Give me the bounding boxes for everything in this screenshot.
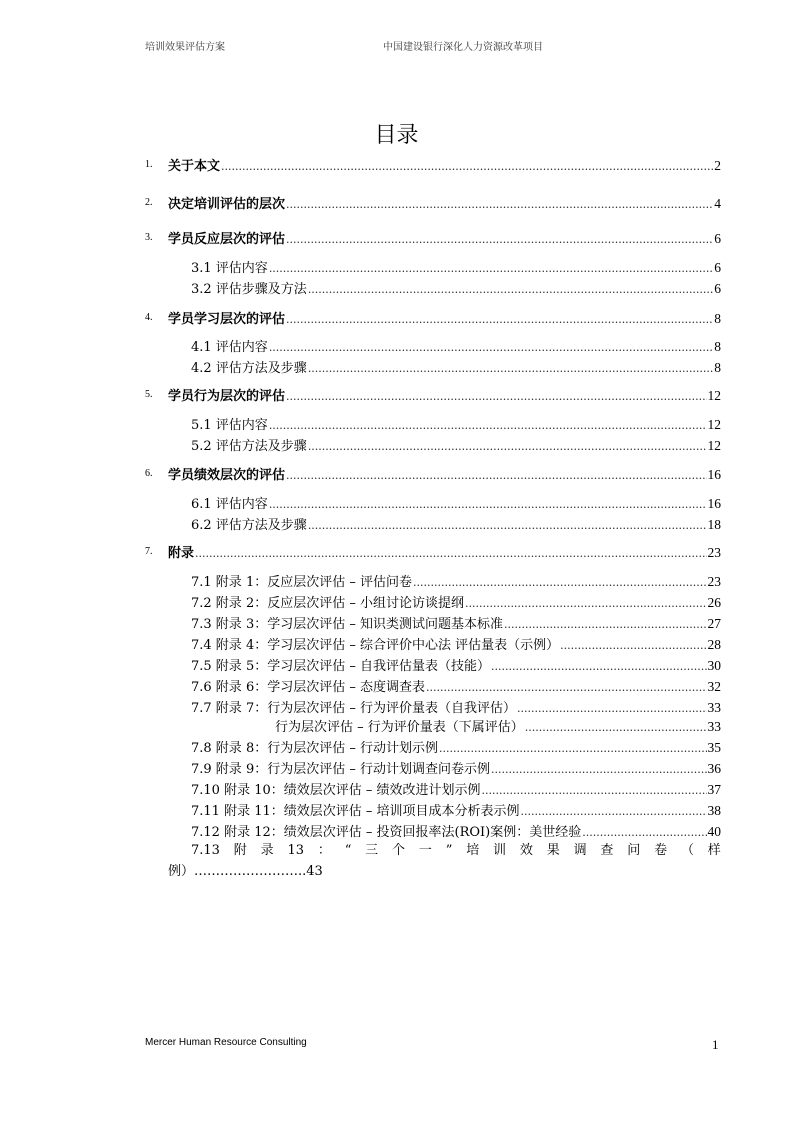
toc-subsection-label: 7.10 附录 10：绩效层次评估 – 绩效改进计划示例 [191, 783, 481, 798]
toc-subsection-entry[interactable] [191, 259, 721, 277]
toc-wrapped-token: 调 [573, 843, 587, 858]
toc-wrapped-token: 效 [519, 843, 533, 858]
toc-subsection-entry[interactable] [191, 802, 721, 820]
toc-leader [286, 311, 713, 329]
toc-section-label: 附录 [168, 546, 195, 561]
toc-page-number: 30 [707, 658, 721, 673]
toc-leader [439, 740, 707, 758]
toc-section-number: 7. [145, 546, 153, 557]
toc-entry-7-13-line1[interactable] [191, 842, 721, 860]
toc-page-number: 36 [707, 761, 721, 776]
toc-leader [560, 637, 706, 655]
toc-subsection-label: 7.12 附录 12：绩效层次评估 – 投资回报率法(ROI)案例：美世经验 [191, 825, 582, 840]
toc-subsection-entry[interactable] [191, 338, 721, 356]
toc-page-number: 16 [707, 467, 721, 482]
toc-entry-7-13-line2[interactable]: 例）……………………..43 [168, 864, 323, 879]
toc-page-number: 40 [707, 824, 721, 839]
toc-subsection-label: 6.2 评估方法及步骤 [191, 518, 307, 533]
footer-company: Mercer Human Resource Consulting [145, 1037, 307, 1048]
toc-wrapped-token: 问 [627, 843, 641, 858]
toc-section-entry[interactable] [168, 157, 721, 175]
toc-subsection-entry[interactable] [191, 594, 721, 612]
toc-leader [286, 388, 706, 406]
toc-leader [308, 438, 707, 456]
toc-subsection-label: 5.2 评估方法及步骤 [191, 439, 307, 454]
toc-leader [269, 260, 713, 278]
toc-leader [517, 700, 707, 718]
toc-wrapped-token: 查 [600, 843, 614, 858]
toc-page-number: 12 [707, 388, 721, 403]
toc-subsection-label: 3.1 评估内容 [191, 261, 268, 276]
toc-subsection-label: 7.11 附录 11：绩效层次评估 – 培训项目成本分析表示例 [191, 804, 520, 819]
header-left: 培训效果评估方案 [145, 42, 225, 53]
toc-leader [308, 360, 713, 378]
toc-subsection-entry[interactable] [191, 781, 721, 799]
toc-section-label: 学员行为层次的评估 [168, 389, 286, 404]
toc-page-number: 8 [714, 339, 721, 354]
toc-leader [269, 417, 707, 435]
toc-subsection-entry[interactable] [191, 495, 721, 513]
toc-wrapped-token: （ [680, 843, 694, 858]
toc-wrapped-token: 样 [707, 843, 721, 858]
toc-leader [426, 679, 707, 697]
toc-section-label: 学员反应层次的评估 [168, 232, 286, 247]
toc-leader [413, 574, 707, 592]
toc-section-number: 5. [145, 389, 153, 400]
toc-wrapped-token: 三 [365, 843, 379, 858]
toc-page-number: 26 [707, 595, 721, 610]
toc-subsection-label: 7.9 附录 9：行为层次评估 – 行动计划调查问卷示例 [191, 762, 490, 777]
toc-section-number: 6. [145, 468, 153, 479]
toc-leader [286, 467, 706, 485]
toc-page-number: 12 [707, 417, 721, 432]
toc-page-number: 37 [707, 782, 721, 797]
toc-page-number: 23 [707, 574, 721, 589]
toc-leader [482, 782, 707, 800]
toc-page-number: 8 [714, 360, 721, 375]
toc-section-label: 关于本文 [168, 159, 221, 174]
toc-subsection-entry[interactable] [191, 359, 721, 377]
toc-leader [491, 658, 707, 676]
toc-page-number: 35 [707, 740, 721, 755]
toc-page-number: 38 [707, 803, 721, 818]
toc-subsection-label: 7.3 附录 3：学习层次评估 – 知识类测试问题基本标准 [191, 617, 503, 632]
toc-page-number: 27 [707, 616, 721, 631]
toc-leader [286, 196, 713, 214]
toc-leader [582, 824, 706, 842]
toc-page-number: 6 [714, 281, 721, 296]
toc-page-number: 32 [707, 679, 721, 694]
toc-subsection-label: 7.5 附录 5：学习层次评估 – 自我评估量表（技能） [191, 659, 490, 674]
toc-section-number: 1. [145, 159, 153, 170]
toc-subsection-label: 4.2 评估方法及步骤 [191, 361, 307, 376]
toc-page-number: 16 [707, 496, 721, 511]
toc-wrapped-token: 训 [493, 843, 507, 858]
header-right: 中国建设银行深化人力资源改革项目 [383, 42, 543, 53]
toc-leader [525, 719, 707, 737]
toc-subsection-label: 7.6 附录 6：学习层次评估 – 态度调查表 [191, 680, 425, 695]
toc-page-number: 33 [707, 700, 721, 715]
toc-subsection-entry[interactable] [191, 280, 721, 298]
toc-subsection-entry[interactable] [191, 416, 721, 434]
toc-section-label: 决定培训评估的层次 [168, 197, 286, 212]
toc-subsection-label: 3.2 评估步骤及方法 [191, 282, 307, 297]
toc-subsection-entry[interactable] [191, 636, 721, 654]
toc-section-entry[interactable] [168, 387, 721, 405]
toc-wrapped-token: “ [344, 843, 352, 858]
toc-section-number: 4. [145, 312, 153, 323]
toc-wrapped-token: 个 [392, 843, 406, 858]
toc-wrapped-token: 录 [260, 843, 274, 858]
toc-leader [491, 761, 707, 779]
toc-section-number: 3. [145, 232, 153, 243]
toc-page-number: 23 [707, 545, 721, 560]
toc-leader [521, 803, 707, 821]
toc-subsection-label: 4.1 评估内容 [191, 340, 268, 355]
toc-page-number: 28 [707, 637, 721, 652]
toc-section-entry[interactable] [168, 230, 721, 248]
toc-leader [308, 517, 707, 535]
toc-wrapped-token: 卷 [654, 843, 668, 858]
toc-subsection-label: 行为层次评估 – 行为评价量表（下属评估） [275, 720, 524, 735]
toc-section-entry[interactable] [168, 544, 721, 562]
toc-wrapped-token: 培 [466, 843, 480, 858]
toc-leader [286, 231, 713, 249]
toc-wrapped-token: ” [445, 843, 453, 858]
toc-wrapped-token: 一 [418, 843, 432, 858]
toc-subsection-label: 5.1 评估内容 [191, 418, 268, 433]
toc-subsection-entry[interactable] [191, 516, 721, 534]
toc-page-number: 6 [714, 231, 721, 246]
toc-subsection-label: 7.2 附录 2：反应层次评估 – 小组讨论访谈提纲 [191, 596, 464, 611]
toc-leader [221, 158, 713, 176]
toc-leader [308, 281, 713, 299]
toc-subsection-label: 7.4 附录 4：学习层次评估 – 综合评价中心法 评估量表（示例） [191, 638, 560, 653]
toc-leader [504, 616, 707, 634]
toc-section-entry[interactable] [168, 466, 721, 484]
toc-page-number: 12 [707, 438, 721, 453]
toc-subsection-entry[interactable] [191, 678, 721, 696]
page-title: 目录 [374, 123, 419, 148]
toc-subsection-entry[interactable] [191, 760, 721, 778]
toc-leader [465, 595, 707, 613]
footer-page-number: 1 [712, 1037, 719, 1052]
toc-subsection-entry[interactable] [191, 823, 721, 841]
toc-subsection-entry[interactable] [191, 615, 721, 633]
toc-section-label: 学员绩效层次的评估 [168, 468, 286, 483]
toc-wrapped-token: 果 [546, 843, 560, 858]
toc-wrapped-token: 7.13 [191, 843, 220, 858]
toc-page-number: 18 [707, 517, 721, 532]
toc-page-number: 2 [714, 158, 721, 173]
toc-wrapped-token: 13 [287, 843, 305, 858]
toc-leader [195, 545, 706, 563]
toc-subsection-entry[interactable] [191, 699, 721, 717]
toc-subsection-label: 6.1 评估内容 [191, 497, 268, 512]
toc-subsection-label: 7.1 附录 1：反应层次评估 – 评估问卷 [191, 575, 412, 590]
toc-section-label: 学员学习层次的评估 [168, 312, 286, 327]
toc-page-number: 33 [707, 719, 721, 734]
toc-section-entry[interactable] [168, 310, 721, 328]
toc-subsection-entry[interactable] [191, 739, 721, 757]
toc-page-number: 6 [714, 260, 721, 275]
toc-subsection-entry[interactable] [191, 573, 721, 591]
toc-subsection-label: 7.7 附录 7：行为层次评估 – 行为评价量表（自我评估） [191, 701, 516, 716]
toc-section-number: 2. [145, 197, 153, 208]
toc-subsection-entry[interactable] [275, 718, 721, 736]
toc-subsection-label: 7.8 附录 8：行为层次评估 – 行动计划示例 [191, 741, 438, 756]
toc-page-number: 8 [714, 311, 721, 326]
toc-leader [269, 496, 707, 514]
toc-leader [269, 339, 713, 357]
toc-subsection-entry[interactable] [191, 657, 721, 675]
toc-wrapped-token: 附 [233, 843, 247, 858]
toc-subsection-entry[interactable] [191, 437, 721, 455]
toc-section-entry[interactable] [168, 195, 721, 213]
toc-wrapped-token: ： [317, 843, 331, 858]
toc-page-number: 4 [714, 196, 721, 211]
